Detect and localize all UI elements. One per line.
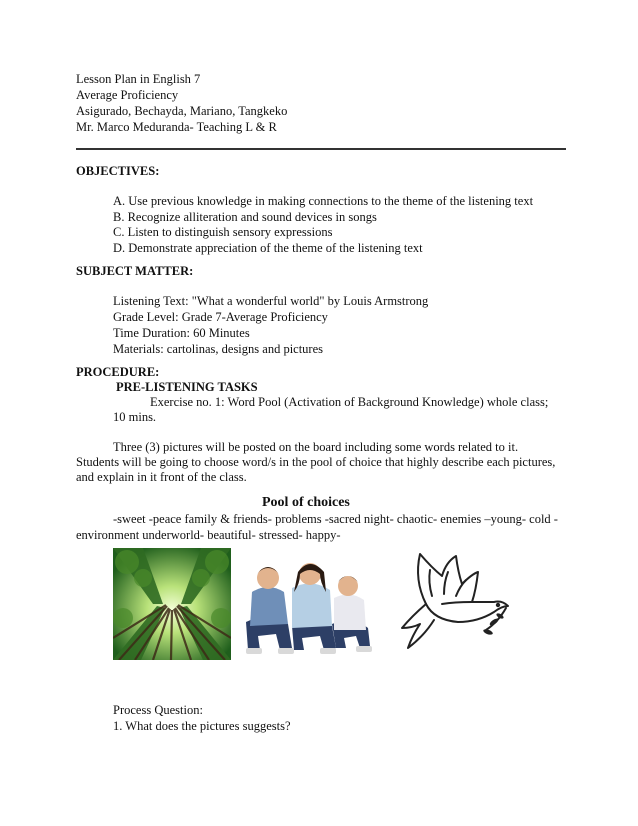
- subject-matter-item: Grade Level: Grade 7-Average Proficiency: [113, 310, 328, 324]
- subject-matter-item: Listening Text: "What a wonderful world" by Louis Armstrong: [113, 294, 429, 308]
- pool-words-line: environment underworld- beautiful- stressed- happy-: [76, 528, 341, 542]
- subject-matter-item: Time Duration: 60 Minutes: [113, 326, 250, 340]
- objective-item: A. Use previous knowledge in making connections to the theme of the listening text: [113, 194, 534, 208]
- family-image: [236, 552, 380, 658]
- header-authors: Asigurado, Bechayda, Mariano, Tangkeko: [76, 104, 288, 118]
- header-title: Lesson Plan in English 7: [76, 72, 201, 86]
- objective-item: B. Recognize alliteration and sound devices in songs: [113, 210, 377, 224]
- objectives-heading: OBJECTIVES:: [76, 164, 160, 178]
- pre-listening-heading: PRE-LISTENING TASKS: [116, 380, 258, 394]
- exercise-line: Exercise no. 1: Word Pool (Activation of Background Knowledge) whole class;: [150, 395, 549, 409]
- exercise-duration: 10 mins.: [113, 410, 157, 424]
- process-question-label: Process Question:: [113, 703, 203, 717]
- forest-image: [113, 548, 231, 660]
- pool-words-line: -sweet -peace family & friends- problems -sacred night- chaotic- enemies –young- cold -: [113, 512, 558, 526]
- header-teacher: Mr. Marco Meduranda- Teaching L & R: [76, 120, 277, 134]
- header-divider: [76, 148, 566, 150]
- pool-title: Pool of choices: [262, 495, 350, 510]
- process-question-item: 1. What does the pictures suggests?: [113, 719, 291, 733]
- procedure-paragraph-line: Students will be going to choose word/s in the pool of choice that highly describe each pictures,: [76, 455, 556, 469]
- subject-matter-heading: SUBJECT MATTER:: [76, 264, 194, 278]
- objective-item: D. Demonstrate appreciation of the theme of the listening text: [113, 241, 423, 255]
- subject-matter-item: Materials: cartolinas, designs and pictures: [113, 342, 324, 356]
- dove-image: [398, 550, 522, 656]
- procedure-heading: PROCEDURE:: [76, 365, 160, 379]
- procedure-paragraph-line: Three (3) pictures will be posted on the board including some words related to it.: [113, 440, 519, 454]
- procedure-paragraph-line: and explain in it front of the class.: [76, 470, 247, 484]
- objective-item: C. Listen to distinguish sensory expressions: [113, 225, 333, 239]
- header-proficiency: Average Proficiency: [76, 88, 179, 102]
